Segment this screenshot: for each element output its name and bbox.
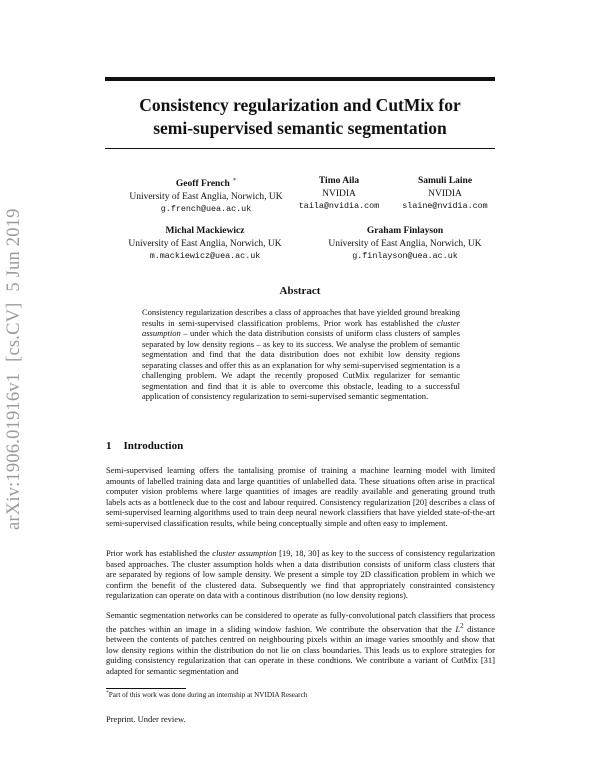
paper-title — [105, 94, 495, 140]
author-samuli-laine — [385, 175, 505, 213]
author-name: Timo Aila — [318, 176, 360, 186]
author-name: Graham Finlayson — [366, 226, 444, 236]
intro-emphasis: cluster assumption — [212, 548, 277, 558]
author-email: g.finlayson@uea.ac.uk — [352, 251, 458, 261]
author-affiliation: University of East Anglia, Norwich, UK — [128, 238, 282, 249]
title-bottom-rule — [105, 148, 495, 149]
abstract-emphasis: cluster assumption — [142, 317, 460, 338]
arxiv-identifier: arXiv:1906.01916v1 — [4, 372, 24, 530]
author-email: g.french@uea.ac.uk — [160, 204, 252, 214]
author-timo-aila — [284, 175, 394, 213]
math-l: L — [455, 623, 461, 634]
author-email: taila@nvidia.com — [298, 201, 380, 211]
arxiv-category: [cs.CV] — [4, 302, 24, 362]
title-line-1: Consistency regularization and CutMix for — [139, 95, 461, 115]
arxiv-watermark — [4, 202, 25, 530]
author-name: Michal Mackiewicz — [165, 226, 245, 236]
footnote-rule — [106, 688, 186, 689]
author-graham-finlayson — [305, 225, 505, 263]
author-geoff-french — [106, 175, 306, 216]
author-name: Samuli Laine — [417, 176, 473, 186]
author-footnote-mark: * — [232, 177, 237, 184]
section-title: Introduction — [123, 440, 184, 452]
preprint-note: Preprint. Under review. — [106, 714, 186, 724]
author-affiliation: University of East Anglia, Norwich, UK — [129, 191, 283, 202]
author-affiliation: NVIDIA — [428, 188, 462, 199]
title-top-rule — [105, 77, 495, 81]
author-affiliation: University of East Anglia, Norwich, UK — [328, 238, 482, 249]
author-email: m.mackiewicz@uea.ac.uk — [149, 251, 261, 261]
intro-paragraph-2: Prior work has established the cluster assumption [19, 18, 30] as key to the success of consistency regularization based approaches. The cluster assumption holds when a data distribution consists of uniform class clusters that are separated by regions of low sample density. We present a simple toy 2D classification problem in which we confirm the benefit of the clustered data. Subsequently we find that appropriately constrainted consistency regularization can operate on data with a continous distribution (no low density regions). — [106, 548, 495, 601]
footnote — [106, 690, 307, 699]
intro-paragraph-1: Semi-supervised learning offers the tantalising promise of training a machine learning model with limited amounts of labelled training data and large quantities of unlabelled data. These situations often arise in practical computer vision problems where large quantities of images are readily available and generating ground truth labels acts as a bottleneck due to the cost and labour required. Consistency regularization [20] describes a class of semi-supervised learning algorithms used to train deep neural nework classifiers that have yielded state-of-the-art semi-supervised classification results, while being conceptually simple and often easy to implement. — [106, 465, 495, 528]
section-number: 1 — [106, 440, 112, 452]
author-affiliation: NVIDIA — [322, 188, 356, 199]
abstract-body: Consistency regularization describes a class of approaches that have yielded ground breaking results in semi-supervised classification problems. Prior work has established the cluster assumption – under which the data distribution consists of uniform class clusters of samples separated by low density regions – as key to its success. We analyse the problem of semantic segmentation and find that the data distribution does not exhibit low density regions separating classes and offer this as an explanation for why semi-supervised segmentation is a challenging problem. We adapt the recently proposed CutMix regularizer for semantic segmentation and find that it is able to overcome this obstacle, leading to a successful application of consistency regularization to semi-supervised semantic segmentation. — [142, 307, 460, 401]
title-line-2: semi-supervised semantic segmentation — [153, 118, 447, 138]
math-superscript: 2 — [460, 621, 464, 630]
footnote-text: Part of this work was done during an internship at NVIDIA Research — [108, 691, 308, 699]
author-email: slaine@nvidia.com — [402, 201, 488, 211]
section-heading-introduction — [106, 440, 183, 452]
author-name: Geoff French — [175, 179, 230, 189]
arxiv-date: 5 Jun 2019 — [4, 208, 24, 292]
footnote-mark: * — [106, 690, 109, 696]
intro-paragraph-3: Semantic segmentation networks can be considered to operate as fully-convolutional patch classifiers that process the patches within an image in a sliding window fashion. We contribute the observation that the $L^2$ distance between the contents of patches centred on neighbouring pixels within an image varies smoothly and show that low density regions within the distribution do not lie on class boundaries. This leads us to explore strategies for guiding consistency regularization that can operate in these condtions. We contribute a variant of CutMix [31] adapted for semantic segmentation and — [106, 610, 495, 676]
author-michal-mackiewicz — [105, 225, 305, 263]
abstract-heading: Abstract — [279, 285, 321, 297]
